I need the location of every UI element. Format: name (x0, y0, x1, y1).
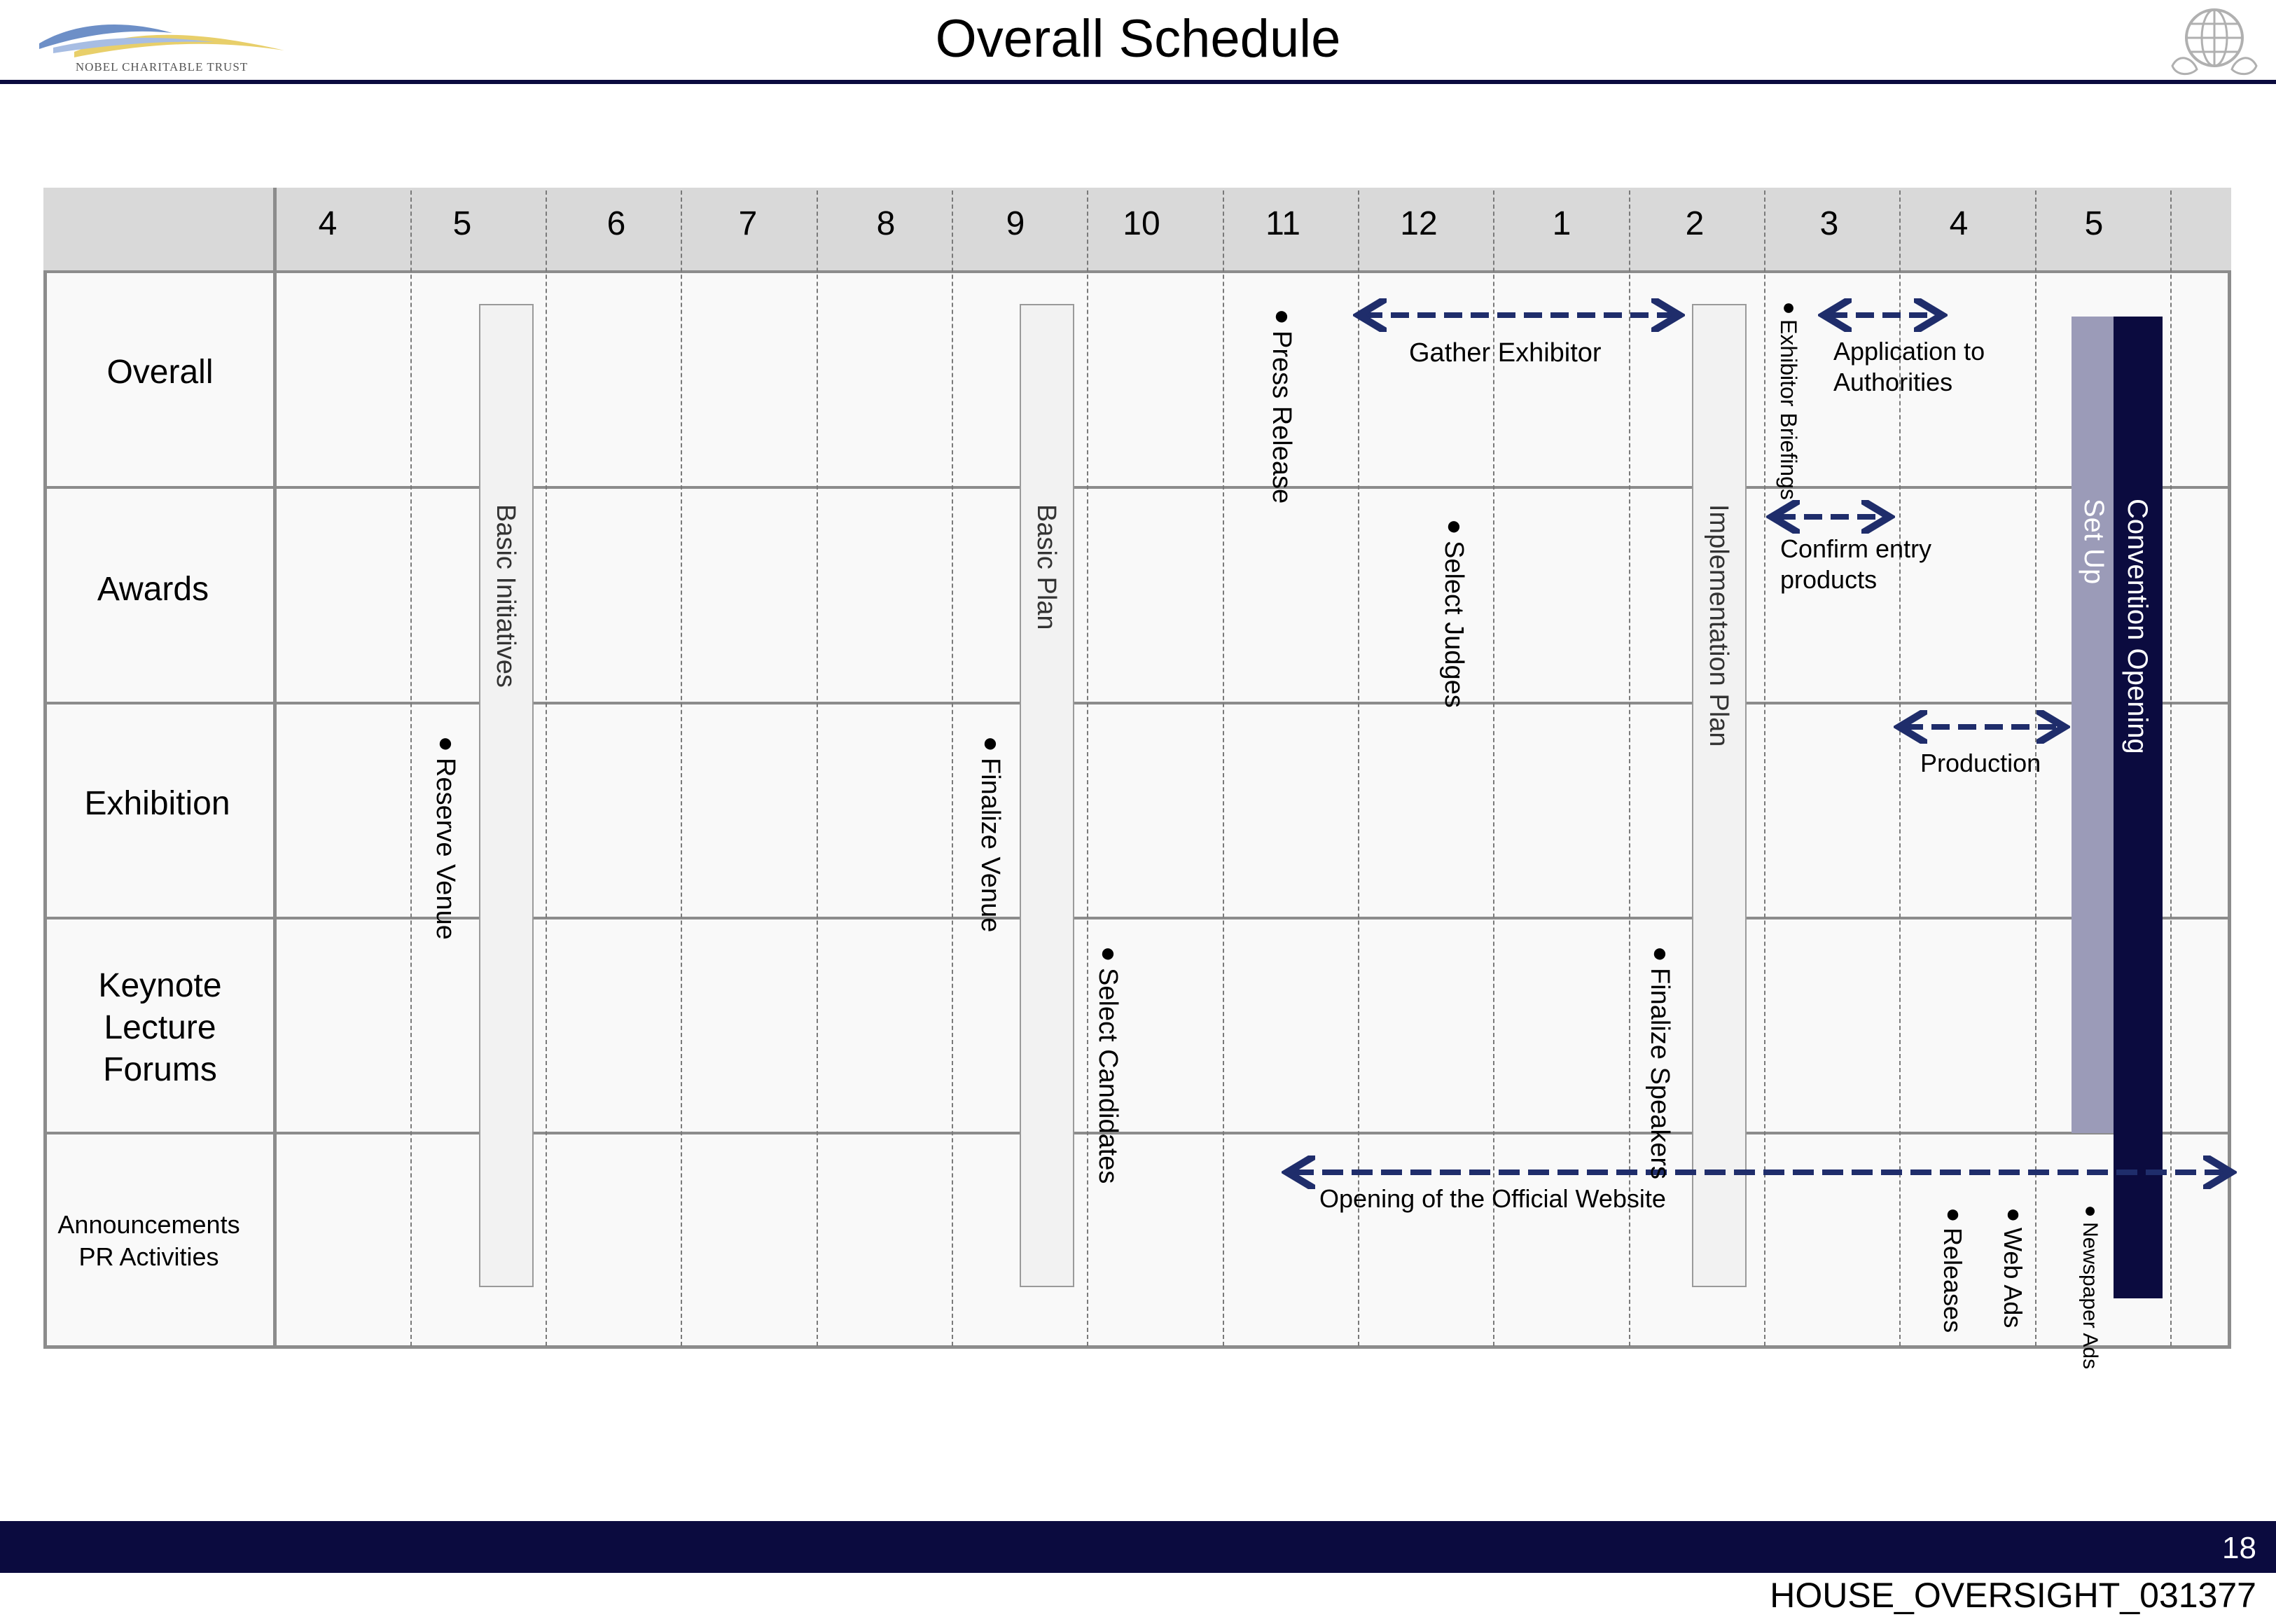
month-label: 8 (876, 205, 896, 242)
production-label: Production (1920, 749, 2041, 777)
month-label: 3 (1819, 205, 1839, 242)
application-authorities-label: Application to Authorities (1833, 337, 1985, 396)
month-label: 11 (1265, 205, 1300, 242)
milestone-finalize-speakers: ●Finalize Speakers (1645, 938, 1674, 1180)
setup-label: Set Up (2079, 499, 2109, 585)
logo-text: NOBEL CHARITABLE TRUST (75, 60, 249, 74)
milestone-press-release: ●Press Release (1267, 301, 1296, 504)
phase-label-basic-initiatives: Basic Initiatives (491, 504, 520, 688)
phase-label-basic-plan: Basic Plan (1032, 504, 1061, 630)
milestone-finalize-venue: ●Finalize Venue (976, 728, 1005, 933)
milestone-select-judges: ●Select Judges (1439, 511, 1469, 708)
row-label-overall: Overall (106, 354, 214, 391)
milestone-newspaper-ads: ●Newspaper Ads (2079, 1199, 2102, 1370)
milestone-exhibitor-briefings: ●Exhibitor Briefings (1776, 294, 1801, 500)
milestone-select-candidates: ●Select Candidates (1093, 938, 1123, 1184)
footer-band (0, 1521, 2276, 1573)
month-label: 5 (452, 205, 472, 242)
month-label: 2 (1685, 205, 1705, 242)
month-label: 4 (1949, 205, 1969, 242)
month-label: 4 (318, 205, 338, 242)
page-title: Overall Schedule (935, 9, 1341, 69)
page-number: 18 (2222, 1531, 2256, 1565)
phase-label-implementation-plan: Implementation Plan (1704, 504, 1733, 747)
confirm-entry-label: Confirm entry products (1780, 534, 1932, 594)
month-label: 1 (1552, 205, 1571, 242)
milestone-reserve-venue: ●Reserve Venue (431, 728, 460, 940)
row-label-exhibition: Exhibition (84, 785, 230, 822)
month-label: 10 (1123, 205, 1160, 242)
row-label-announcements: Announcements PR Activities (57, 1210, 240, 1271)
official-website-label: Opening of the Official Website (1319, 1184, 1666, 1213)
convention-opening-label: Convention Opening (2122, 499, 2153, 754)
row-label-awards: Awards (97, 571, 209, 608)
month-label: 12 (1400, 205, 1438, 242)
gather-exhibitor-label: Gather Exhibitor (1409, 338, 1602, 368)
month-label: 5 (2084, 205, 2104, 242)
row-label-keynote: Keynote Lecture Forums (98, 967, 222, 1088)
document-id: HOUSE_OVERSIGHT_031377 (1770, 1576, 2256, 1615)
month-label: 6 (606, 205, 626, 242)
month-label: 9 (1006, 205, 1025, 242)
milestone-releases: ●Releases (1938, 1199, 1967, 1333)
month-label: 7 (738, 205, 758, 242)
milestone-web-ads: ●Web Ads (1999, 1199, 2027, 1328)
